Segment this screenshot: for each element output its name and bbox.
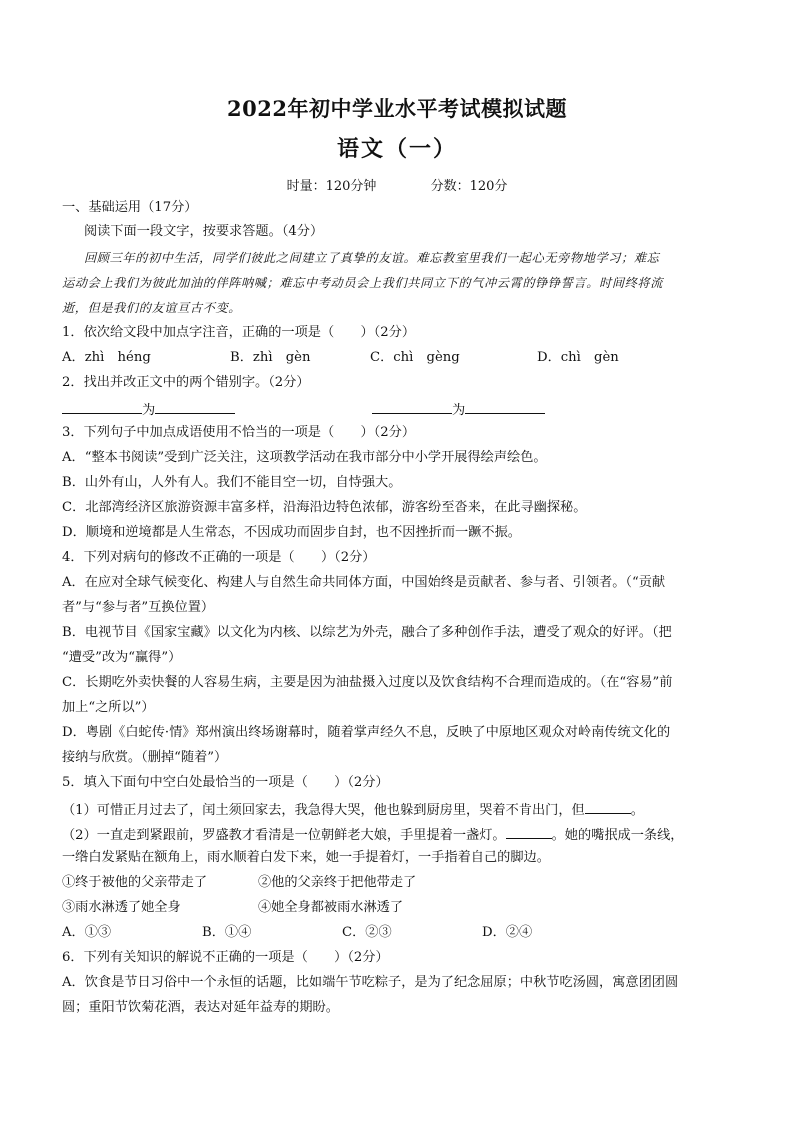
q3-option-d: D．顺境和逆境都是人生常态，不因成功而固步自封，也不因挫折而一蹶不振。: [62, 525, 521, 540]
q5-option-d: D．②④: [482, 925, 533, 940]
q5-option-c: C．②③: [342, 925, 392, 940]
exam-time: 时量：120分钟: [286, 179, 377, 194]
q4-option-a-line2: 者”与“参与者”互换位置）: [62, 600, 215, 615]
q1-option-d: D．chì gèn: [537, 350, 619, 365]
q5-choice-2: ②他的父亲终于把他带走了: [258, 875, 417, 890]
q5-choice-4: ④她全身都被雨水淋透了: [258, 900, 404, 915]
q5-blank-1[interactable]: [585, 799, 631, 814]
q5-choice-1: ①终于被他的父亲带走了: [62, 875, 208, 890]
q6-stem: 6．下列有关知识的解说不正确的一项是（ ）（2分）: [62, 950, 389, 965]
section-intro: 阅读下面一段文字，按要求答题。（4分）: [84, 224, 324, 239]
q5-sentence-1-text: （1）可惜正月过去了，闰土须回家去，我急得大哭，他也躲到厨房里，哭着不肯出门，但: [62, 803, 585, 818]
q3-option-c: C．北部湾经济区旅游资源丰富多样，沿海沿边特色浓郁，游客纷至沓来，在此寻幽探秘。: [62, 500, 587, 515]
q6-option-a-line1: A．饮食是节日习俗中一个永恒的话题，比如端午节吃粽子，是为了纪念屈原；中秋节吃汤圆，寓意团团圆: [62, 975, 679, 990]
q2-stem: 2．找出并改正文中的两个错别字。（2分）: [62, 375, 310, 390]
page-title: 2022年初中学业水平考试模拟试题: [227, 96, 567, 121]
q4-option-c-line2: 加上“之所以”）: [62, 700, 155, 715]
passage-line-3: 逝，但是我们的友谊亘古不变。: [62, 301, 242, 315]
q4-stem: 4．下列对病句的修改不正确的一项是（ ）（2分）: [62, 550, 376, 565]
q5-sentence-1-end: 。: [630, 803, 644, 818]
q5-stem: 5．填入下面句中空白处最恰当的一项是（ ）（2分）: [62, 775, 389, 790]
q2-blank-2-before[interactable]: [372, 399, 452, 414]
q4-option-d-line1: D．粤剧《白蛇传·情》郑州演出终场谢幕时，随着掌声经久不息，反映了中原地区观众对岭南传统文化的: [62, 725, 671, 740]
q2-blank-1-word: 为: [142, 403, 156, 418]
passage-line-2: 运动会上我们为彼此加油的伴阵呐喊；难忘中考动员会上我们共同立下的气冲云霄的铮铮誓言。时间终将流: [62, 276, 664, 290]
passage-line-1: 回顾三年的初中生活，同学们彼此之间建立了真挚的友谊。难忘教室里我们一起心无旁物地学习；难忘: [84, 251, 660, 265]
q2-blank-1-before[interactable]: [62, 399, 142, 414]
q4-option-a-line1: A．在应对全球气候变化、构建人与自然生命共同体方面，中国始终是贡献者、参与者、引领者。（“贡献: [62, 575, 666, 590]
q5-sentence-2: [62, 824, 732, 845]
q2-blank-2[interactable]: [372, 399, 545, 420]
q3-stem: 3．下列句子中加点成语使用不恰当的一项是（ ）（2分）: [62, 425, 416, 440]
q5-option-b: B．①④: [202, 925, 252, 940]
q2-blank-2-after[interactable]: [465, 399, 545, 414]
q6-option-a-line2: 圆；重阳节饮菊花酒，表达对延年益寿的期盼。: [62, 1000, 339, 1015]
section-heading: 一、基础运用（17分）: [62, 200, 198, 215]
q1-option-c: C．chì gèng: [370, 350, 460, 365]
page-subtitle: 语文（一）: [336, 136, 457, 162]
q1-option-b: B．zhì gèn: [230, 350, 311, 365]
q2-blank-1-after[interactable]: [155, 399, 235, 414]
exam-meta: [0, 175, 794, 194]
exam-score: 分数：120分: [430, 179, 508, 194]
q5-blank-2[interactable]: [506, 824, 552, 839]
q4-option-c-line1: C．长期吃外卖快餐的人容易生病，主要是因为油盐摄入过度以及饮食结构不合理而造成的。（在“容易”前: [62, 675, 673, 690]
q4-option-b-line1: B．电视节目《国家宝藏》以文化为内核、以综艺为外壳，融合了多种创作手法，遭受了观众的好评。（把: [62, 625, 672, 640]
q3-option-b: B．山外有山，人外有人。我们不能目空一切，自恃强大。: [62, 475, 402, 490]
q4-option-b-line2: “遭受”改为“赢得”）: [62, 650, 182, 665]
q5-sentence-2-text: （2）一直走到紧跟前，罗盛教才看清是一位朝鲜老大娘，手里提着一盏灯。: [62, 828, 506, 843]
q4-option-d-line2: 接纳与欣赏。（删掉“随着”）: [62, 750, 228, 765]
q3-option-a: A．“整本书阅读”受到广泛关注，这项教学活动在我市部分中小学开展得绘声绘色。: [62, 450, 547, 465]
q5-choice-3: ③雨水淋透了她全身: [62, 900, 181, 915]
q5-sentence-1: [62, 799, 732, 820]
q1-stem: 1．依次给文段中加点字注音，正确的一项是（ ）（2分）: [62, 325, 416, 340]
q2-blank-2-word: 为: [452, 403, 466, 418]
q5-option-a: A．①③: [62, 925, 112, 940]
q5-sentence-2-end: 。她的嘴抿成一条线，: [551, 828, 684, 843]
q5-sentence-2-cont: 一绺白发紧贴在额角上，雨水顺着白发下来，她一手提着灯，一手指着自己的脚边。: [62, 850, 550, 865]
q2-blank-1[interactable]: [62, 399, 235, 420]
q1-option-a: A．zhì héng: [62, 350, 151, 365]
